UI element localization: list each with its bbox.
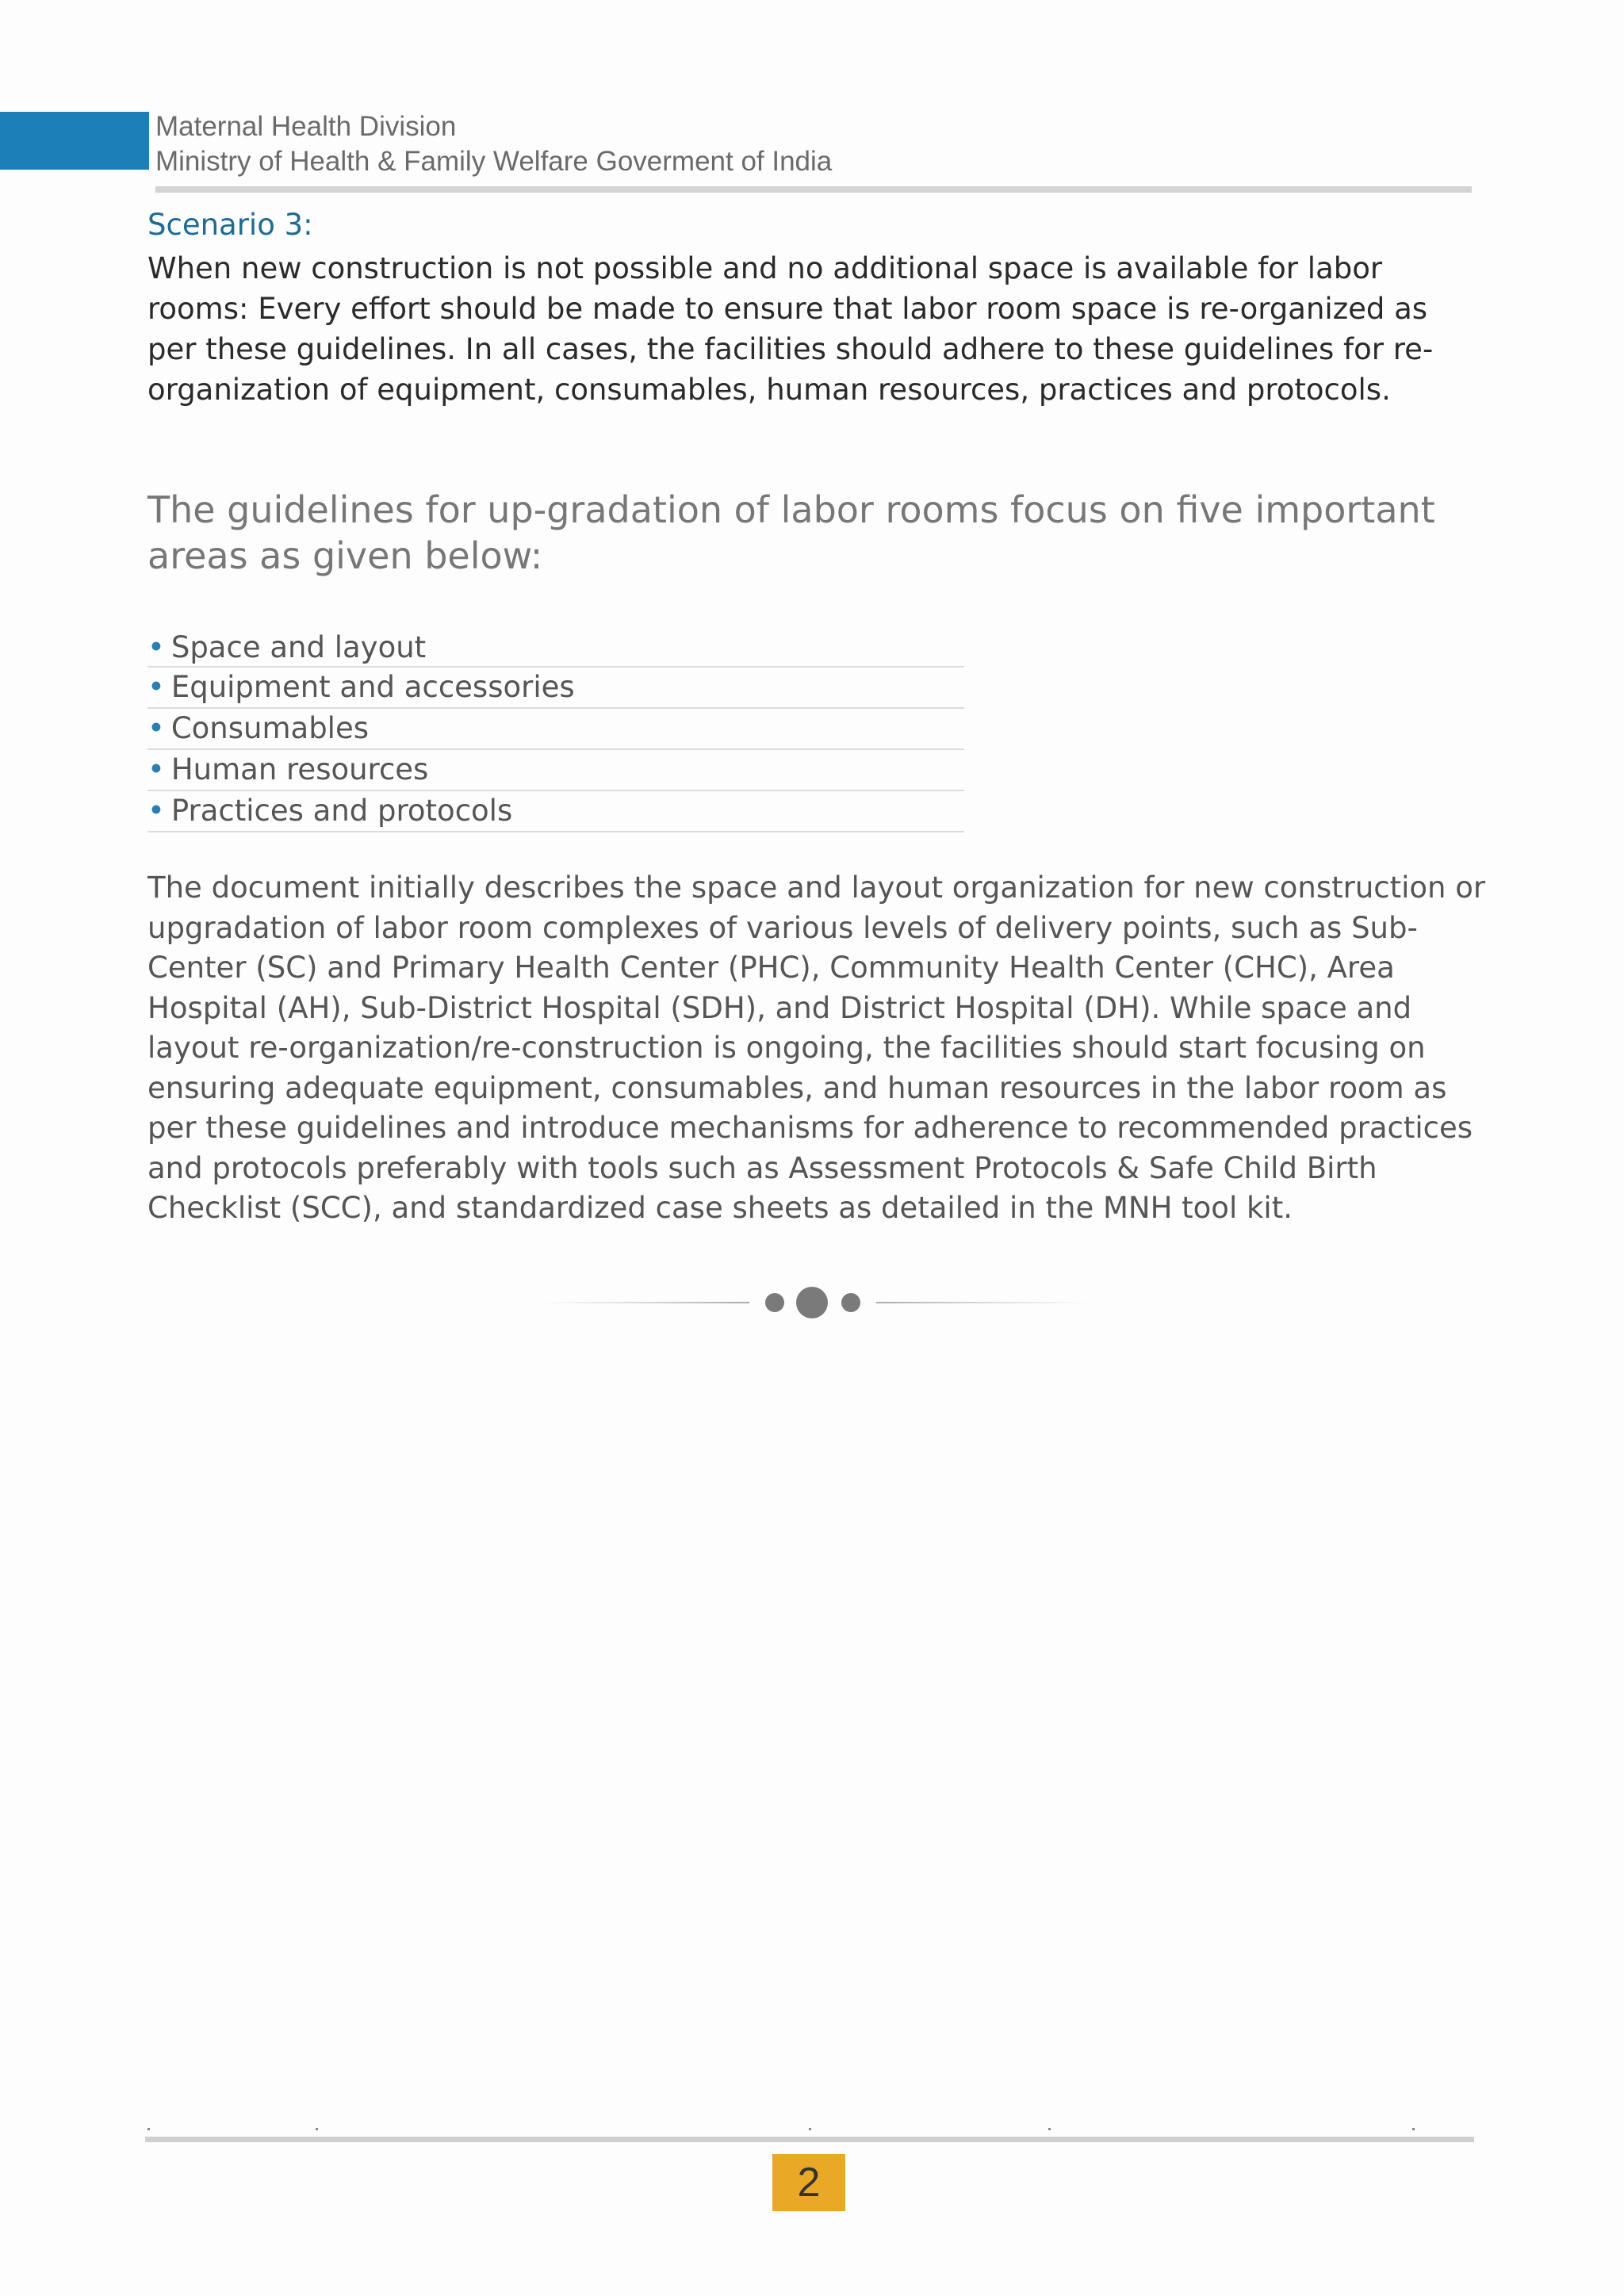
bullet-icon: • bbox=[147, 670, 165, 704]
ministry-name: Ministry of Health & Family Welfare Goverment of India bbox=[155, 146, 833, 177]
list-item bbox=[147, 668, 964, 709]
list-item-label: Human resources bbox=[170, 752, 429, 786]
scenario-text: When new construction is not possible and no additional space is available for labor rooms: Every effort should be made to ensure that labor room space is re-organized as per these guidelines. In all cases, the facilities should adhere to these guidelines for re-organization of equipment, consumables, human resources, practices and protocols. bbox=[147, 251, 1434, 407]
footer-tick bbox=[147, 2128, 150, 2130]
list-item-label: Practices and protocols bbox=[170, 794, 513, 828]
footer-rule bbox=[145, 2137, 1474, 2142]
focus-areas-list bbox=[147, 628, 964, 832]
list-item-label: Consumables bbox=[170, 711, 369, 745]
list-item-label: Space and layout bbox=[170, 630, 427, 664]
list-item bbox=[147, 750, 964, 791]
division-name: Maternal Health Division bbox=[155, 111, 457, 142]
bullet-icon: • bbox=[147, 711, 165, 745]
section-divider-icon bbox=[539, 1283, 1094, 1322]
bullet-icon: • bbox=[147, 794, 165, 828]
footer-tick bbox=[1048, 2128, 1051, 2130]
header-rule bbox=[155, 186, 1472, 193]
list-item bbox=[147, 791, 964, 832]
lead-heading: The guidelines for up-gradation of labor rooms focus on five important areas as given below: bbox=[147, 488, 1435, 577]
bullet-icon: • bbox=[147, 752, 165, 786]
footer-tick bbox=[1412, 2128, 1415, 2130]
scenario-title: Scenario 3: bbox=[147, 208, 313, 242]
header-accent-tab bbox=[0, 112, 149, 170]
list-item bbox=[147, 628, 964, 668]
page-header bbox=[155, 109, 832, 179]
footer-tick bbox=[316, 2128, 318, 2130]
footer-tick bbox=[809, 2128, 811, 2130]
list-item-label: Equipment and accessories bbox=[170, 670, 575, 704]
list-item bbox=[147, 709, 964, 750]
bullet-icon: • bbox=[147, 630, 165, 664]
page-number-badge: 2 bbox=[772, 2154, 845, 2211]
body-paragraph: The document initially describes the space and layout organization for new construction or upgradation of labor room complexes of various levels of delivery points, such as Sub-Center (SC) and Primary Health Center (PHC), Community Health Center (CHC), Area Hospital (AH), Sub-District Hospital (SDH), and District Hospital (DH). While space and layout re-organization/re-construction is ongoing, the facilities should start focusing on ensuring adequate equipment, consumables, and human resources in the labor room as per these guidelines and introduce mechanisms for adherence to recommended practices and protocols preferably with tools such as Assessment Protocols & Safe Child Birth Checklist (SCC), and standardized case sheets as detailed in the MNH tool kit. bbox=[147, 871, 1486, 1225]
